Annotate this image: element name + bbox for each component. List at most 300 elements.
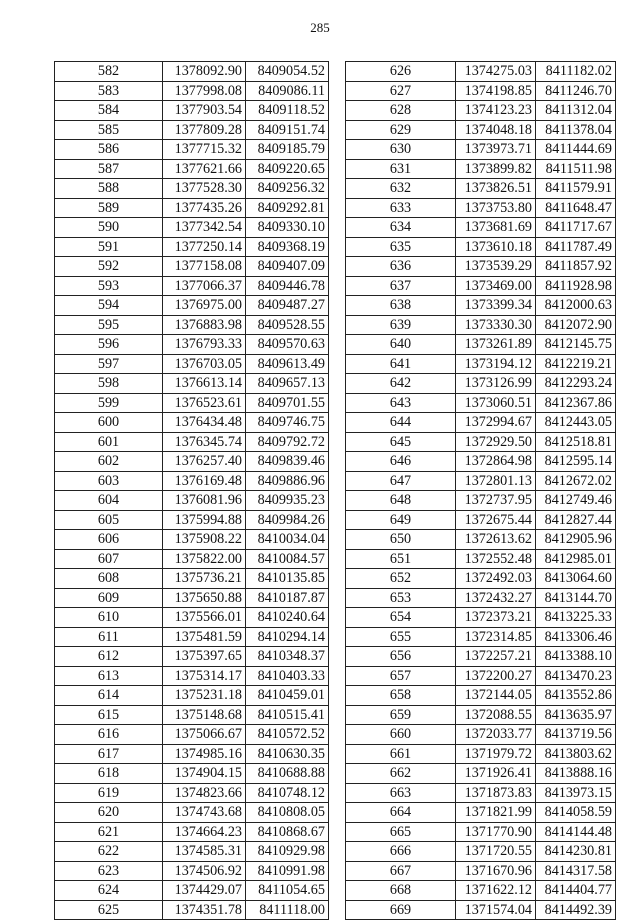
table-row bbox=[346, 393, 616, 413]
x-coordinate-cell: 1372200.27 bbox=[456, 666, 536, 686]
table-row bbox=[346, 315, 616, 335]
y-coordinate-cell: 8410929.98 bbox=[246, 842, 329, 862]
y-coordinate-cell: 8412145.75 bbox=[536, 335, 616, 355]
x-coordinate-cell: 1376613.14 bbox=[163, 374, 246, 394]
point-number-cell: 608 bbox=[55, 569, 163, 589]
y-coordinate-cell: 8414230.81 bbox=[536, 842, 616, 862]
point-number-cell: 582 bbox=[55, 62, 163, 82]
y-coordinate-cell: 8414058.59 bbox=[536, 803, 616, 823]
x-coordinate-cell: 1374198.85 bbox=[456, 81, 536, 101]
y-coordinate-cell: 8413719.56 bbox=[536, 725, 616, 745]
point-number-cell: 643 bbox=[346, 393, 456, 413]
y-coordinate-cell: 8409256.32 bbox=[246, 179, 329, 199]
point-number-cell: 607 bbox=[55, 549, 163, 569]
x-coordinate-cell: 1376257.40 bbox=[163, 452, 246, 472]
y-coordinate-cell: 8410294.14 bbox=[246, 627, 329, 647]
x-coordinate-cell: 1372144.05 bbox=[456, 686, 536, 706]
x-coordinate-cell: 1377528.30 bbox=[163, 179, 246, 199]
y-coordinate-cell: 8409151.74 bbox=[246, 120, 329, 140]
x-coordinate-cell: 1373399.34 bbox=[456, 296, 536, 316]
point-number-cell: 652 bbox=[346, 569, 456, 589]
table-row bbox=[346, 432, 616, 452]
table-row bbox=[55, 783, 329, 803]
table-row bbox=[346, 666, 616, 686]
x-coordinate-cell: 1372373.21 bbox=[456, 608, 536, 628]
point-number-cell: 610 bbox=[55, 608, 163, 628]
y-coordinate-cell: 8409701.55 bbox=[246, 393, 329, 413]
table-row bbox=[346, 179, 616, 199]
x-coordinate-cell: 1373261.89 bbox=[456, 335, 536, 355]
x-coordinate-cell: 1372864.98 bbox=[456, 452, 536, 472]
table-row bbox=[346, 198, 616, 218]
point-number-cell: 604 bbox=[55, 491, 163, 511]
y-coordinate-cell: 8409839.46 bbox=[246, 452, 329, 472]
table-row bbox=[346, 569, 616, 589]
y-coordinate-cell: 8411444.69 bbox=[536, 140, 616, 160]
table-row bbox=[55, 140, 329, 160]
table-row bbox=[346, 101, 616, 121]
point-number-cell: 592 bbox=[55, 257, 163, 277]
point-number-cell: 625 bbox=[55, 900, 163, 920]
table-row bbox=[346, 452, 616, 472]
y-coordinate-cell: 8409935.23 bbox=[246, 491, 329, 511]
point-number-cell: 637 bbox=[346, 276, 456, 296]
point-number-cell: 635 bbox=[346, 237, 456, 257]
point-number-cell: 612 bbox=[55, 647, 163, 667]
point-number-cell: 602 bbox=[55, 452, 163, 472]
y-coordinate-cell: 8411182.02 bbox=[536, 62, 616, 82]
table-row bbox=[55, 81, 329, 101]
point-number-cell: 665 bbox=[346, 822, 456, 842]
x-coordinate-cell: 1372492.03 bbox=[456, 569, 536, 589]
y-coordinate-cell: 8414404.77 bbox=[536, 881, 616, 901]
y-coordinate-cell: 8410868.67 bbox=[246, 822, 329, 842]
x-coordinate-cell: 1373126.99 bbox=[456, 374, 536, 394]
x-coordinate-cell: 1376345.74 bbox=[163, 432, 246, 452]
table-row bbox=[55, 120, 329, 140]
point-number-cell: 622 bbox=[55, 842, 163, 862]
table-row bbox=[55, 374, 329, 394]
point-number-cell: 659 bbox=[346, 705, 456, 725]
x-coordinate-cell: 1376434.48 bbox=[163, 413, 246, 433]
table-row bbox=[55, 705, 329, 725]
y-coordinate-cell: 8412595.14 bbox=[536, 452, 616, 472]
x-coordinate-cell: 1375822.00 bbox=[163, 549, 246, 569]
point-number-cell: 667 bbox=[346, 861, 456, 881]
y-coordinate-cell: 8413064.60 bbox=[536, 569, 616, 589]
point-number-cell: 621 bbox=[55, 822, 163, 842]
y-coordinate-cell: 8409792.72 bbox=[246, 432, 329, 452]
x-coordinate-cell: 1377715.32 bbox=[163, 140, 246, 160]
x-coordinate-cell: 1372432.27 bbox=[456, 588, 536, 608]
x-coordinate-cell: 1377435.26 bbox=[163, 198, 246, 218]
point-number-cell: 661 bbox=[346, 744, 456, 764]
y-coordinate-cell: 8409185.79 bbox=[246, 140, 329, 160]
y-coordinate-cell: 8410403.33 bbox=[246, 666, 329, 686]
table-row bbox=[346, 764, 616, 784]
table-row bbox=[55, 881, 329, 901]
x-coordinate-cell: 1372929.50 bbox=[456, 432, 536, 452]
x-coordinate-cell: 1372613.62 bbox=[456, 530, 536, 550]
table-row bbox=[55, 471, 329, 491]
x-coordinate-cell: 1376523.61 bbox=[163, 393, 246, 413]
y-coordinate-cell: 8412000.63 bbox=[536, 296, 616, 316]
point-number-cell: 596 bbox=[55, 335, 163, 355]
y-coordinate-cell: 8413635.97 bbox=[536, 705, 616, 725]
table-row bbox=[346, 491, 616, 511]
table-row bbox=[55, 666, 329, 686]
x-coordinate-cell: 1371979.72 bbox=[456, 744, 536, 764]
point-number-cell: 600 bbox=[55, 413, 163, 433]
y-coordinate-cell: 8412443.05 bbox=[536, 413, 616, 433]
table-row bbox=[55, 842, 329, 862]
point-number-cell: 584 bbox=[55, 101, 163, 121]
x-coordinate-cell: 1373826.51 bbox=[456, 179, 536, 199]
table-row bbox=[55, 198, 329, 218]
table-row bbox=[55, 530, 329, 550]
point-number-cell: 631 bbox=[346, 159, 456, 179]
y-coordinate-cell: 8411378.04 bbox=[536, 120, 616, 140]
point-number-cell: 599 bbox=[55, 393, 163, 413]
y-coordinate-cell: 8410135.85 bbox=[246, 569, 329, 589]
table-row bbox=[55, 686, 329, 706]
point-number-cell: 644 bbox=[346, 413, 456, 433]
x-coordinate-cell: 1371770.90 bbox=[456, 822, 536, 842]
x-coordinate-cell: 1371821.99 bbox=[456, 803, 536, 823]
point-number-cell: 603 bbox=[55, 471, 163, 491]
y-coordinate-cell: 8410515.41 bbox=[246, 705, 329, 725]
table-row bbox=[346, 705, 616, 725]
y-coordinate-cell: 8412827.44 bbox=[536, 510, 616, 530]
point-number-cell: 601 bbox=[55, 432, 163, 452]
x-coordinate-cell: 1375650.88 bbox=[163, 588, 246, 608]
table-row bbox=[55, 803, 329, 823]
y-coordinate-cell: 8411787.49 bbox=[536, 237, 616, 257]
y-coordinate-cell: 8412219.21 bbox=[536, 354, 616, 374]
point-number-cell: 663 bbox=[346, 783, 456, 803]
x-coordinate-cell: 1372994.67 bbox=[456, 413, 536, 433]
table-row bbox=[55, 452, 329, 472]
point-number-cell: 620 bbox=[55, 803, 163, 823]
point-number-cell: 606 bbox=[55, 530, 163, 550]
point-number-cell: 586 bbox=[55, 140, 163, 160]
point-number-cell: 630 bbox=[346, 140, 456, 160]
table-row bbox=[346, 62, 616, 82]
table-row bbox=[346, 140, 616, 160]
y-coordinate-cell: 8413388.10 bbox=[536, 647, 616, 667]
table-row bbox=[346, 237, 616, 257]
y-coordinate-cell: 8410688.88 bbox=[246, 764, 329, 784]
y-coordinate-cell: 8413470.23 bbox=[536, 666, 616, 686]
y-coordinate-cell: 8411054.65 bbox=[246, 881, 329, 901]
table-row bbox=[55, 491, 329, 511]
table-row bbox=[55, 315, 329, 335]
table-row bbox=[55, 510, 329, 530]
x-coordinate-cell: 1375314.17 bbox=[163, 666, 246, 686]
point-number-cell: 657 bbox=[346, 666, 456, 686]
y-coordinate-cell: 8414144.48 bbox=[536, 822, 616, 842]
point-number-cell: 647 bbox=[346, 471, 456, 491]
y-coordinate-cell: 8409407.09 bbox=[246, 257, 329, 277]
point-number-cell: 655 bbox=[346, 627, 456, 647]
table-row bbox=[346, 725, 616, 745]
x-coordinate-cell: 1372257.21 bbox=[456, 647, 536, 667]
point-number-cell: 648 bbox=[346, 491, 456, 511]
y-coordinate-cell: 8413973.15 bbox=[536, 783, 616, 803]
point-number-cell: 646 bbox=[346, 452, 456, 472]
table-row bbox=[346, 81, 616, 101]
table-row bbox=[55, 822, 329, 842]
x-coordinate-cell: 1377998.08 bbox=[163, 81, 246, 101]
x-coordinate-cell: 1374664.23 bbox=[163, 822, 246, 842]
y-coordinate-cell: 8411857.92 bbox=[536, 257, 616, 277]
point-number-cell: 583 bbox=[55, 81, 163, 101]
point-number-cell: 615 bbox=[55, 705, 163, 725]
point-number-cell: 627 bbox=[346, 81, 456, 101]
x-coordinate-cell: 1371926.41 bbox=[456, 764, 536, 784]
point-number-cell: 614 bbox=[55, 686, 163, 706]
x-coordinate-cell: 1376975.00 bbox=[163, 296, 246, 316]
x-coordinate-cell: 1374743.68 bbox=[163, 803, 246, 823]
table-row bbox=[55, 237, 329, 257]
y-coordinate-cell: 8410034.04 bbox=[246, 530, 329, 550]
x-coordinate-cell: 1373753.80 bbox=[456, 198, 536, 218]
x-coordinate-cell: 1371574.04 bbox=[456, 900, 536, 920]
y-coordinate-cell: 8413144.70 bbox=[536, 588, 616, 608]
table-row bbox=[346, 588, 616, 608]
table-row bbox=[55, 744, 329, 764]
y-coordinate-cell: 8410348.37 bbox=[246, 647, 329, 667]
point-number-cell: 593 bbox=[55, 276, 163, 296]
table-row bbox=[55, 62, 329, 82]
x-coordinate-cell: 1373060.51 bbox=[456, 393, 536, 413]
point-number-cell: 658 bbox=[346, 686, 456, 706]
table-row bbox=[346, 822, 616, 842]
x-coordinate-cell: 1375148.68 bbox=[163, 705, 246, 725]
x-coordinate-cell: 1375908.22 bbox=[163, 530, 246, 550]
y-coordinate-cell: 8409054.52 bbox=[246, 62, 329, 82]
table-row bbox=[346, 842, 616, 862]
y-coordinate-cell: 8409330.10 bbox=[246, 218, 329, 238]
point-number-cell: 588 bbox=[55, 179, 163, 199]
x-coordinate-cell: 1372314.85 bbox=[456, 627, 536, 647]
table-row bbox=[346, 861, 616, 881]
y-coordinate-cell: 8409657.13 bbox=[246, 374, 329, 394]
x-coordinate-cell: 1376169.48 bbox=[163, 471, 246, 491]
point-number-cell: 638 bbox=[346, 296, 456, 316]
table-row bbox=[55, 900, 329, 920]
table-row bbox=[346, 549, 616, 569]
point-number-cell: 611 bbox=[55, 627, 163, 647]
x-coordinate-cell: 1376703.05 bbox=[163, 354, 246, 374]
y-coordinate-cell: 8409446.78 bbox=[246, 276, 329, 296]
point-number-cell: 664 bbox=[346, 803, 456, 823]
point-number-cell: 653 bbox=[346, 588, 456, 608]
y-coordinate-cell: 8412518.81 bbox=[536, 432, 616, 452]
x-coordinate-cell: 1374904.15 bbox=[163, 764, 246, 784]
x-coordinate-cell: 1371720.55 bbox=[456, 842, 536, 862]
y-coordinate-cell: 8410630.35 bbox=[246, 744, 329, 764]
y-coordinate-cell: 8411648.47 bbox=[536, 198, 616, 218]
table-row bbox=[346, 296, 616, 316]
point-number-cell: 587 bbox=[55, 159, 163, 179]
y-coordinate-cell: 8409368.19 bbox=[246, 237, 329, 257]
x-coordinate-cell: 1375066.67 bbox=[163, 725, 246, 745]
point-number-cell: 666 bbox=[346, 842, 456, 862]
y-coordinate-cell: 8410459.01 bbox=[246, 686, 329, 706]
x-coordinate-cell: 1375481.59 bbox=[163, 627, 246, 647]
point-number-cell: 645 bbox=[346, 432, 456, 452]
x-coordinate-cell: 1371873.83 bbox=[456, 783, 536, 803]
point-number-cell: 597 bbox=[55, 354, 163, 374]
table-row bbox=[346, 120, 616, 140]
y-coordinate-cell: 8411118.00 bbox=[246, 900, 329, 920]
table-row bbox=[55, 296, 329, 316]
x-coordinate-cell: 1372033.77 bbox=[456, 725, 536, 745]
x-coordinate-cell: 1375231.18 bbox=[163, 686, 246, 706]
coordinates-table-right bbox=[345, 61, 616, 920]
point-number-cell: 660 bbox=[346, 725, 456, 745]
table-row bbox=[55, 179, 329, 199]
point-number-cell: 641 bbox=[346, 354, 456, 374]
x-coordinate-cell: 1373681.69 bbox=[456, 218, 536, 238]
table-row bbox=[346, 881, 616, 901]
point-number-cell: 623 bbox=[55, 861, 163, 881]
point-number-cell: 616 bbox=[55, 725, 163, 745]
y-coordinate-cell: 8410187.87 bbox=[246, 588, 329, 608]
y-coordinate-cell: 8412367.86 bbox=[536, 393, 616, 413]
y-coordinate-cell: 8410808.05 bbox=[246, 803, 329, 823]
table-row bbox=[55, 627, 329, 647]
y-coordinate-cell: 8411511.98 bbox=[536, 159, 616, 179]
table-row bbox=[346, 608, 616, 628]
point-number-cell: 654 bbox=[346, 608, 456, 628]
x-coordinate-cell: 1373330.30 bbox=[456, 315, 536, 335]
x-coordinate-cell: 1377621.66 bbox=[163, 159, 246, 179]
table-row bbox=[346, 257, 616, 277]
x-coordinate-cell: 1377250.14 bbox=[163, 237, 246, 257]
x-coordinate-cell: 1374123.23 bbox=[456, 101, 536, 121]
point-number-cell: 617 bbox=[55, 744, 163, 764]
point-number-cell: 618 bbox=[55, 764, 163, 784]
table-row bbox=[346, 510, 616, 530]
table-row bbox=[346, 159, 616, 179]
table-row bbox=[55, 608, 329, 628]
table-row bbox=[55, 549, 329, 569]
point-number-cell: 626 bbox=[346, 62, 456, 82]
x-coordinate-cell: 1371622.12 bbox=[456, 881, 536, 901]
point-number-cell: 613 bbox=[55, 666, 163, 686]
point-number-cell: 624 bbox=[55, 881, 163, 901]
y-coordinate-cell: 8412293.24 bbox=[536, 374, 616, 394]
y-coordinate-cell: 8413552.86 bbox=[536, 686, 616, 706]
point-number-cell: 636 bbox=[346, 257, 456, 277]
y-coordinate-cell: 8409528.55 bbox=[246, 315, 329, 335]
table-row bbox=[55, 413, 329, 433]
x-coordinate-cell: 1371670.96 bbox=[456, 861, 536, 881]
y-coordinate-cell: 8412905.96 bbox=[536, 530, 616, 550]
table-row bbox=[55, 647, 329, 667]
table-row bbox=[346, 413, 616, 433]
table-row bbox=[346, 647, 616, 667]
page-number: 285 bbox=[310, 20, 330, 35]
coordinates-table-left bbox=[54, 61, 329, 920]
x-coordinate-cell: 1373899.82 bbox=[456, 159, 536, 179]
y-coordinate-cell: 8409886.96 bbox=[246, 471, 329, 491]
y-coordinate-cell: 8409613.49 bbox=[246, 354, 329, 374]
point-number-cell: 662 bbox=[346, 764, 456, 784]
x-coordinate-cell: 1374351.78 bbox=[163, 900, 246, 920]
point-number-cell: 640 bbox=[346, 335, 456, 355]
y-coordinate-cell: 8409487.27 bbox=[246, 296, 329, 316]
y-coordinate-cell: 8411717.67 bbox=[536, 218, 616, 238]
table-row bbox=[55, 588, 329, 608]
table-body-left bbox=[55, 62, 329, 920]
point-number-cell: 594 bbox=[55, 296, 163, 316]
point-number-cell: 639 bbox=[346, 315, 456, 335]
table-row bbox=[346, 803, 616, 823]
table-row bbox=[346, 276, 616, 296]
x-coordinate-cell: 1374429.07 bbox=[163, 881, 246, 901]
y-coordinate-cell: 8413225.33 bbox=[536, 608, 616, 628]
x-coordinate-cell: 1374506.92 bbox=[163, 861, 246, 881]
y-coordinate-cell: 8409292.81 bbox=[246, 198, 329, 218]
point-number-cell: 605 bbox=[55, 510, 163, 530]
table-row bbox=[346, 900, 616, 920]
table-row bbox=[55, 432, 329, 452]
x-coordinate-cell: 1374823.66 bbox=[163, 783, 246, 803]
x-coordinate-cell: 1377903.54 bbox=[163, 101, 246, 121]
point-number-cell: 649 bbox=[346, 510, 456, 530]
x-coordinate-cell: 1373194.12 bbox=[456, 354, 536, 374]
x-coordinate-cell: 1376793.33 bbox=[163, 335, 246, 355]
table-row bbox=[55, 335, 329, 355]
x-coordinate-cell: 1377066.37 bbox=[163, 276, 246, 296]
point-number-cell: 668 bbox=[346, 881, 456, 901]
x-coordinate-cell: 1372552.48 bbox=[456, 549, 536, 569]
y-coordinate-cell: 8410991.98 bbox=[246, 861, 329, 881]
x-coordinate-cell: 1372737.95 bbox=[456, 491, 536, 511]
y-coordinate-cell: 8410240.64 bbox=[246, 608, 329, 628]
x-coordinate-cell: 1374985.16 bbox=[163, 744, 246, 764]
x-coordinate-cell: 1377809.28 bbox=[163, 120, 246, 140]
x-coordinate-cell: 1378092.90 bbox=[163, 62, 246, 82]
point-number-cell: 595 bbox=[55, 315, 163, 335]
y-coordinate-cell: 8411579.91 bbox=[536, 179, 616, 199]
table-row bbox=[55, 393, 329, 413]
table-row bbox=[346, 374, 616, 394]
point-number-cell: 609 bbox=[55, 588, 163, 608]
x-coordinate-cell: 1376081.96 bbox=[163, 491, 246, 511]
point-number-cell: 629 bbox=[346, 120, 456, 140]
y-coordinate-cell: 8409086.11 bbox=[246, 81, 329, 101]
table-row bbox=[55, 276, 329, 296]
x-coordinate-cell: 1377158.08 bbox=[163, 257, 246, 277]
x-coordinate-cell: 1374275.03 bbox=[456, 62, 536, 82]
x-coordinate-cell: 1372088.55 bbox=[456, 705, 536, 725]
y-coordinate-cell: 8410084.57 bbox=[246, 549, 329, 569]
y-coordinate-cell: 8413888.16 bbox=[536, 764, 616, 784]
x-coordinate-cell: 1375566.01 bbox=[163, 608, 246, 628]
table-row bbox=[55, 354, 329, 374]
table-row bbox=[55, 764, 329, 784]
y-coordinate-cell: 8412672.02 bbox=[536, 471, 616, 491]
point-number-cell: 642 bbox=[346, 374, 456, 394]
y-coordinate-cell: 8412985.01 bbox=[536, 549, 616, 569]
table-row bbox=[55, 725, 329, 745]
y-coordinate-cell: 8413803.62 bbox=[536, 744, 616, 764]
table-row bbox=[346, 627, 616, 647]
